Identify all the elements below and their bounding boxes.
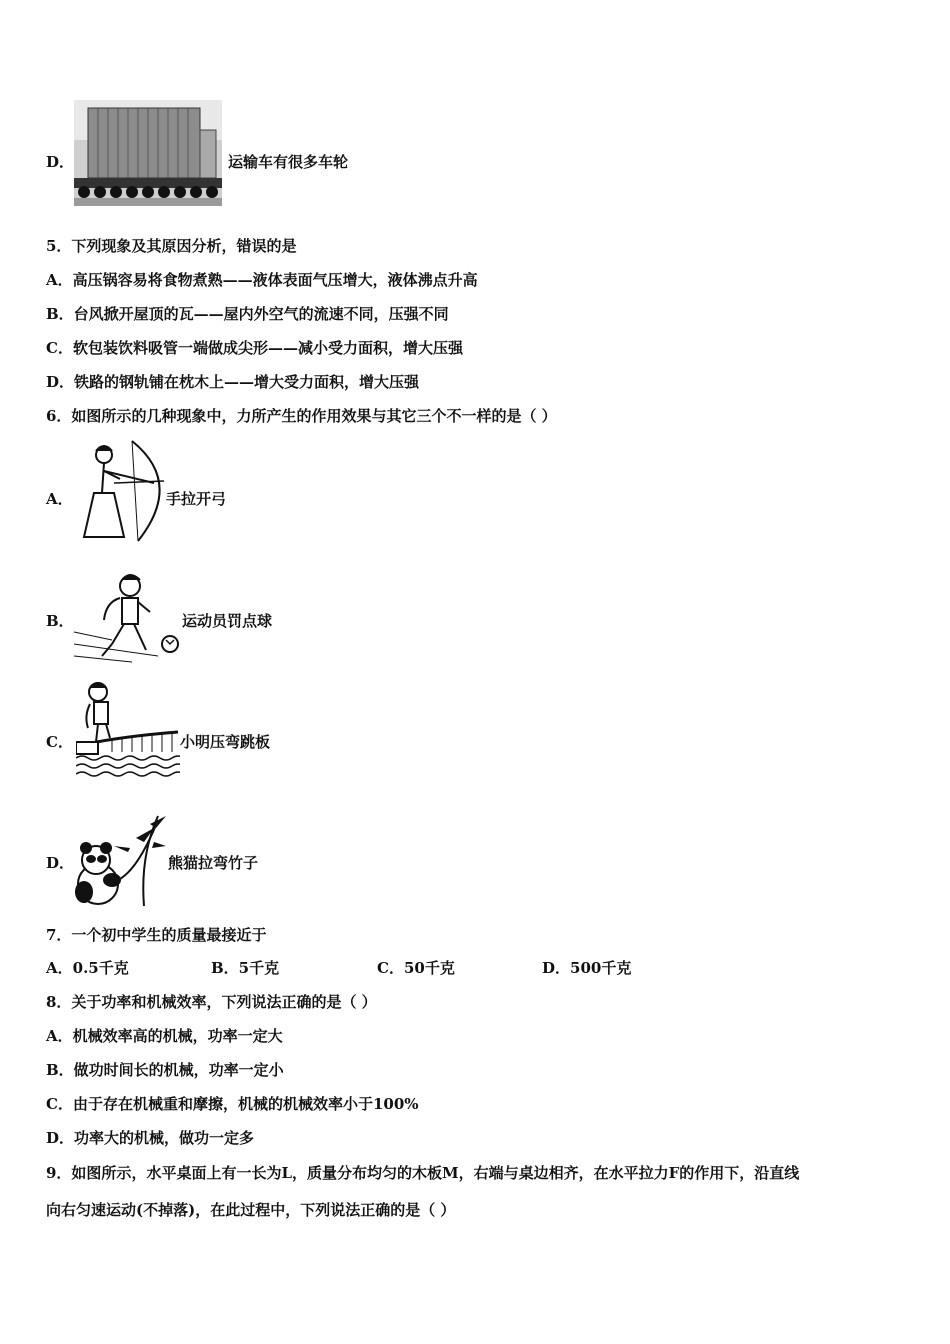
- q5-option-b: B．台风掀开屋顶的瓦——屋内外空气的流速不同，压强不同: [46, 305, 449, 323]
- q5-option-d: D．铁路的钢轨铺在枕木上——增大受力面积，增大压强: [46, 373, 420, 391]
- archer-drawing: [74, 437, 166, 543]
- q6-stem: 6．如图所示的几种现象中，力所产生的作用效果与其它三个不一样的是（ ）: [46, 407, 557, 425]
- q6-option-b-label: B．: [46, 612, 74, 630]
- q7-option-a: A．0.5千克: [46, 959, 129, 977]
- q5-option-c: C．软包装饮料吸管一端做成尖形——减小受力面积，增大压强: [46, 339, 463, 357]
- footballer-drawing: [72, 572, 182, 666]
- q6-option-a-text: 手拉开弓: [166, 490, 227, 508]
- q5-stem: 5．下列现象及其原因分析，错误的是: [46, 237, 297, 255]
- q8-stem: 8．关于功率和机械效率，下列说法正确的是（ ）: [46, 993, 377, 1011]
- q9-stem-line1: 9．如图所示，水平桌面上有一长为L，质量分布均匀的木板M，右端与桌边相齐，在水平拉力F的作用下，沿直线: [46, 1164, 800, 1182]
- q4-option-d-label: D．: [46, 153, 75, 171]
- q7-option-b: B．5千克: [211, 959, 280, 977]
- panda-bamboo-drawing: [74, 812, 168, 908]
- q7-stem: 7．一个初中学生的质量最接近于: [46, 926, 267, 944]
- q8-option-a: A．机械效率高的机械，功率一定大: [46, 1027, 283, 1045]
- q9-stem-line2: 向右匀速运动(不掉落)，在此过程中，下列说法正确的是（ ）: [46, 1201, 456, 1219]
- q5-option-a: A．高压锅容易将食物煮熟——液体表面气压增大，液体沸点升高: [46, 271, 478, 289]
- q6-option-c-label: C．: [46, 733, 73, 751]
- q8-option-b: B．做功时间长的机械，功率一定小: [46, 1061, 284, 1079]
- q7-option-d: D．500千克: [542, 959, 632, 977]
- q8-option-d: D．功率大的机械，做功一定多: [46, 1129, 255, 1147]
- q6-option-a-label: A．: [46, 490, 73, 508]
- q6-option-d-text: 熊猫拉弯竹子: [168, 854, 259, 872]
- q4-option-d-text: 运输车有很多车轮: [228, 153, 349, 171]
- q6-option-d-label: D．: [46, 854, 75, 872]
- q6-option-c-text: 小明压弯跳板: [180, 733, 271, 751]
- q6-option-b-text: 运动员罚点球: [182, 612, 273, 630]
- diving-board-drawing: [76, 680, 180, 778]
- q8-option-c: C．由于存在机械重和摩擦，机械的机械效率小于100%: [46, 1095, 419, 1113]
- q7-option-c: C．50千克: [377, 959, 455, 977]
- truck-image: [74, 100, 222, 206]
